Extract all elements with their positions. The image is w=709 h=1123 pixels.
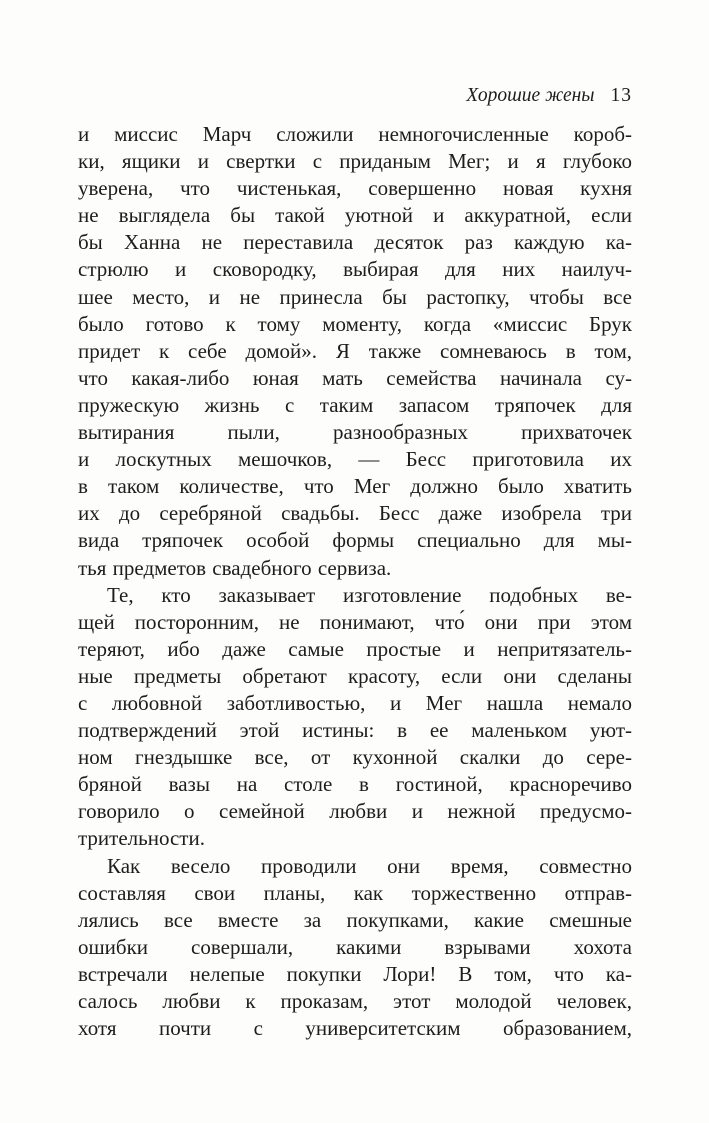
- text-line: не выглядела бы такой уютной и аккуратной, если: [78, 203, 632, 228]
- text-line: шее место, и не принесла бы растопку, чтобы все: [78, 284, 632, 309]
- text-line: Как весело проводили они время, совместно: [107, 853, 632, 878]
- text-line: в таком количестве, что Мег должно было хватить: [78, 474, 632, 499]
- page-number: 13: [610, 85, 632, 106]
- text-line: тья предметов свадебного сервиза.: [78, 555, 392, 580]
- text-line: бы Ханна не переставила десяток раз каждую ка-: [78, 230, 632, 255]
- text-line: теряют, ибо даже самые простые и непритязатель-: [78, 636, 632, 661]
- text-line: встречали нелепые покупки Лори! В том, что ка-: [78, 961, 632, 986]
- text-line: было готово к тому моменту, когда «миссис Брук: [78, 311, 632, 336]
- text-line: стрюлю и сковородку, выбирая для них наилуч-: [78, 257, 632, 282]
- text-line: ном гнездышке все, от кухонной скалки до сере-: [78, 745, 632, 770]
- text-line: ошибки совершали, какими взрывами хохота: [78, 934, 632, 959]
- text-line: ки, ящики и свертки с приданым Мег; и я глубоко: [78, 149, 632, 174]
- text-line: уверена, что чистенькая, совершенно новая кухня: [78, 176, 632, 201]
- text-line: трительности.: [78, 826, 205, 851]
- running-header: [78, 84, 632, 108]
- running-title: Хорошие жены: [466, 85, 595, 106]
- text-line: хотя почти с университетским образованием,: [78, 1016, 632, 1041]
- text-line: с любовной заботливостью, и Мег нашла немало: [78, 690, 632, 715]
- text-line: ные предметы обретают красоту, если они сделаны: [78, 663, 632, 688]
- text-line: и лоскутных мешочков, — Бесс приготовила их: [78, 447, 632, 472]
- text-line: их до серебряной свадьбы. Бесс даже изобрела три: [78, 501, 632, 526]
- text-line: Те, кто заказывает изготовление подобных ве-: [107, 582, 632, 607]
- text-line: вида тряпочек особой формы специально для мы-: [78, 528, 632, 553]
- text-line: и миссис Марч сложили немногочисленные короб-: [78, 122, 632, 146]
- text-line: что какая-либо юная мать семейства начинала су-: [78, 365, 632, 390]
- text-line: говорило о семейной любви и нежной предусмо-: [78, 799, 632, 824]
- text-line: подтверждений этой истины: в ее маленьком уют-: [78, 718, 632, 743]
- text-line: лялись все вместе за покупками, какие смешные: [78, 907, 632, 932]
- text-line: придет к себе домой». Я также сомневаюсь в том,: [78, 338, 632, 363]
- text-line: пружескую жизнь с таким запасом тряпочек для: [78, 392, 632, 417]
- text-line: салось любви к проказам, этот молодой человек,: [78, 989, 632, 1013]
- text-line: бряной вазы на столе в гостиной, красноречиво: [78, 772, 632, 797]
- text-line: вытирания пыли, разнообразных прихваточек: [78, 420, 632, 445]
- text-line: щей посторонним, не понимают, что́ они при этом: [78, 609, 632, 634]
- page-body-text: [78, 121, 632, 1042]
- text-line: составляя свои планы, как торжественно отправ-: [78, 880, 632, 905]
